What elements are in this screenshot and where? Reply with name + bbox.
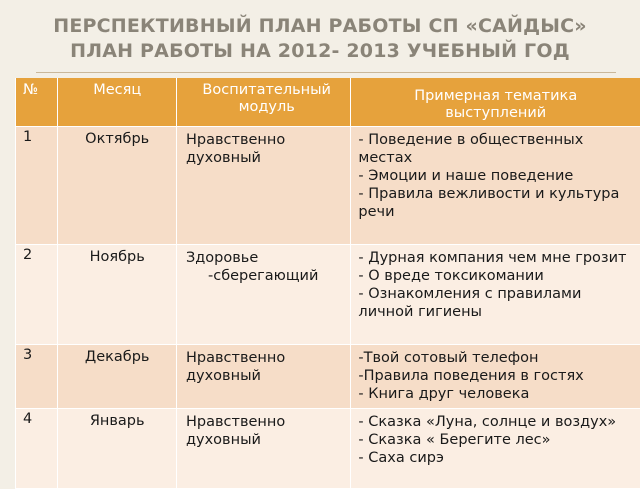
table-row	[15, 127, 640, 245]
row-num: 3	[15, 345, 57, 409]
table-row	[15, 345, 640, 409]
topic-item: - Книга друг человека	[358, 386, 530, 402]
title-line-2: ПЛАН РАБОТЫ НА 2012- 2013 УЧЕБНЫЙ ГОД	[70, 40, 570, 62]
row-num: 1	[15, 127, 57, 245]
topic-item: - Правила вежливости и культура речи	[358, 186, 620, 220]
row-month: Январь	[57, 409, 176, 489]
header-num: №	[15, 78, 57, 127]
row-module: Здоровье -сберегающий	[176, 245, 350, 345]
row-month: Октябрь	[57, 127, 176, 245]
row-module: Нравственно духовный	[176, 345, 350, 409]
row-num: 2	[15, 245, 57, 345]
row-topics	[350, 409, 640, 489]
row-month: Декабрь	[57, 345, 176, 409]
row-topics	[350, 245, 640, 345]
topic-item: -Твой сотовый телефон	[358, 350, 539, 366]
topic-item: - Саха сирэ	[358, 450, 444, 466]
topic-item: - Дурная компания чем мне грозит	[358, 250, 627, 266]
header-month: Месяц	[57, 78, 176, 127]
topic-item: - Эмоции и наше поведение	[358, 168, 574, 184]
plan-table	[15, 78, 640, 489]
row-num: 4	[15, 409, 57, 489]
topic-item: - Сказка «Луна, солнце и воздух»	[358, 414, 617, 430]
topic-item: - Поведение в общественных местах	[358, 132, 584, 166]
page-title	[0, 14, 640, 64]
row-module: Нравственно духовный	[176, 127, 350, 245]
row-month: Ноябрь	[57, 245, 176, 345]
topic-item: - Сказка « Берегите лес»	[358, 432, 551, 448]
title-line-1: ПЕРСПЕКТИВНЫЙ ПЛАН РАБОТЫ СП «САЙДЫС»	[53, 15, 587, 37]
topic-item: -Правила поведения в гостях	[358, 368, 584, 384]
table-header-row	[15, 78, 640, 127]
topic-item: - О вреде токсикомании	[358, 268, 544, 284]
row-topics	[350, 345, 640, 409]
title-divider	[36, 72, 616, 73]
header-module: Воспитательный модуль	[176, 78, 350, 127]
table-row	[15, 409, 640, 489]
row-topics	[350, 127, 640, 245]
header-topics: Примерная тематика выступлений	[350, 78, 640, 127]
row-module: Нравственно духовный	[176, 409, 350, 489]
topic-item: - Ознакомления с правилами личной гигиены	[358, 286, 582, 320]
table-row	[15, 245, 640, 345]
